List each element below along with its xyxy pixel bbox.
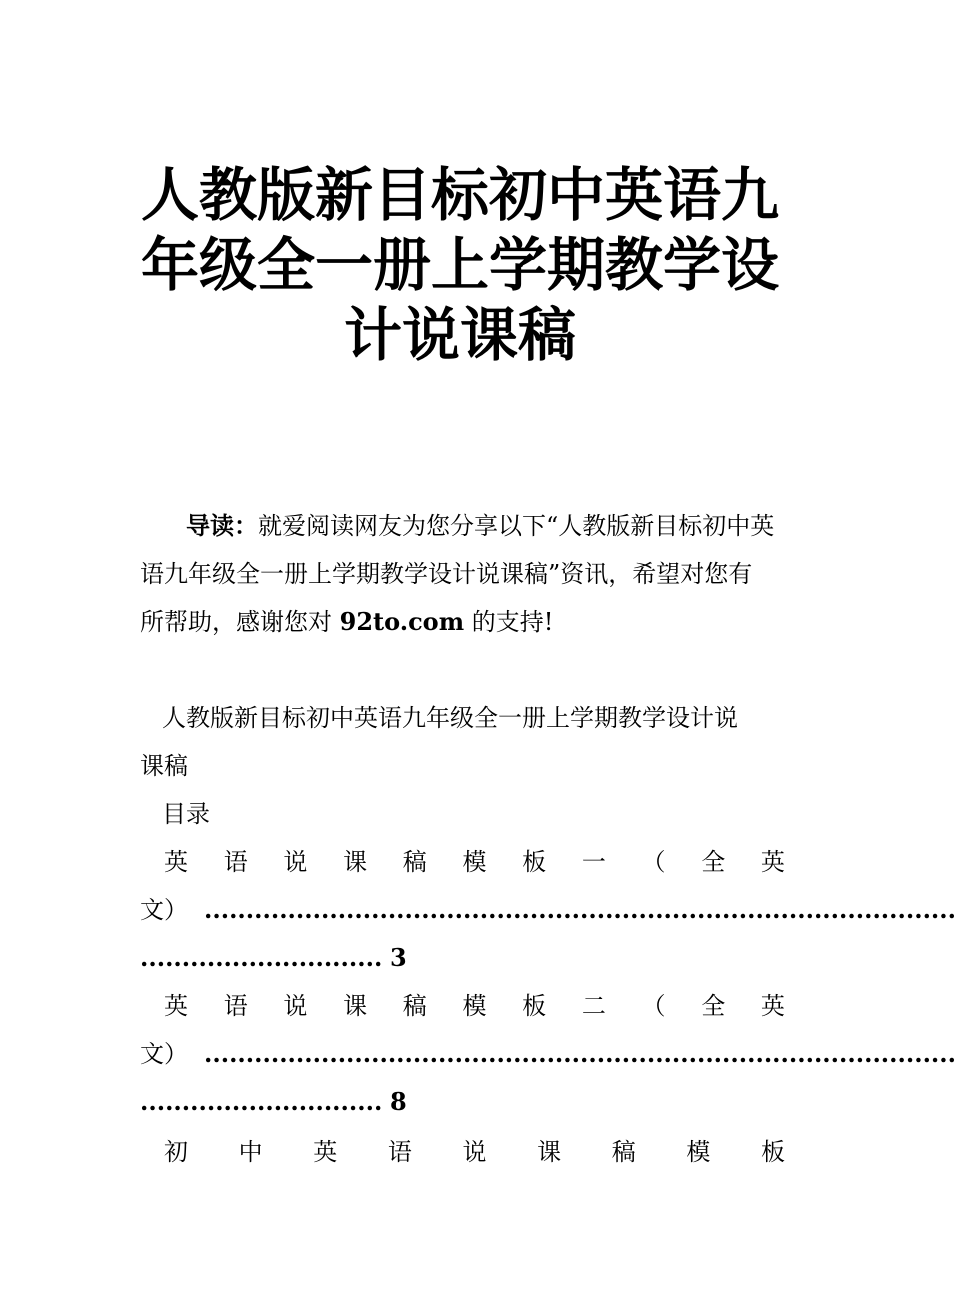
toc2-char: 稿 bbox=[402, 992, 427, 1020]
toc-label: 目录 bbox=[162, 800, 210, 828]
toc1-char: 一 bbox=[581, 848, 606, 876]
title-line-1: 人教版新目标初中英语九 bbox=[140, 161, 779, 229]
toc2-char: 板 bbox=[522, 992, 547, 1020]
toc-entry-2-title bbox=[140, 982, 785, 1030]
intro-text-1: 就爱阅读网友为您分享以下“人教版新目标初中英 bbox=[258, 512, 775, 540]
intro-line-2: 语九年级全一册上学期教学设计说课稿”资讯，希望对您有 bbox=[140, 560, 753, 588]
toc3-char: 课 bbox=[537, 1138, 562, 1166]
toc2-prefix: 文） bbox=[140, 1040, 188, 1068]
toc1-char: 英 bbox=[760, 848, 785, 876]
toc2-char: 英 bbox=[164, 992, 188, 1020]
toc2-char: （ bbox=[641, 992, 666, 1020]
toc1-prefix: 文） bbox=[140, 896, 188, 924]
toc2-char: 二 bbox=[581, 992, 606, 1020]
doc-heading-line-2: 课稿 bbox=[140, 752, 188, 780]
intro-line-1 bbox=[140, 502, 785, 550]
toc3-char: 模 bbox=[686, 1138, 711, 1166]
toc1-char: 全 bbox=[701, 848, 726, 876]
doc-heading-line-1: 人教版新目标初中英语九年级全一册上学期教学设计说 bbox=[162, 704, 738, 732]
toc-entry-2-line-3 bbox=[140, 1078, 785, 1126]
title-line-2: 年级全一册上学期教学设 bbox=[140, 231, 779, 299]
toc3-char: 稿 bbox=[611, 1138, 636, 1166]
intro-label: 导读： bbox=[186, 511, 258, 540]
toc1-char: 课 bbox=[343, 848, 368, 876]
toc-entry-3[interactable] bbox=[140, 1128, 785, 1176]
doc-heading bbox=[140, 694, 785, 790]
toc1-char: 模 bbox=[462, 848, 487, 876]
toc2-leader-dots: .......................................................................................... bbox=[204, 1039, 956, 1068]
toc2-char: 全 bbox=[701, 992, 726, 1020]
toc-label-row bbox=[140, 790, 785, 838]
toc1-page: 3 bbox=[389, 943, 407, 972]
toc2-char: 模 bbox=[462, 992, 487, 1020]
toc1-char: 板 bbox=[522, 848, 547, 876]
toc1-char: 语 bbox=[223, 848, 248, 876]
toc1-leader-dots: .......................................................................................... bbox=[204, 895, 956, 924]
toc3-char: 板 bbox=[761, 1138, 785, 1166]
toc3-char: 中 bbox=[238, 1138, 263, 1166]
toc-entry-3-title bbox=[140, 1128, 785, 1176]
toc3-char: 说 bbox=[462, 1138, 487, 1166]
site-link[interactable]: 92to.com bbox=[339, 607, 465, 636]
toc1-char: 稿 bbox=[402, 848, 427, 876]
toc3-char: 英 bbox=[313, 1138, 338, 1166]
toc2-char: 语 bbox=[223, 992, 248, 1020]
toc2-char: 说 bbox=[283, 992, 308, 1020]
toc3-char: 初 bbox=[164, 1138, 188, 1166]
intro-line-3 bbox=[140, 598, 785, 646]
title-line-3: 计说课稿 bbox=[343, 301, 576, 369]
toc-entry-1-line-2 bbox=[140, 886, 956, 934]
toc-entry-1[interactable] bbox=[140, 838, 956, 982]
toc-entry-2[interactable] bbox=[140, 982, 956, 1126]
toc-entry-1-title bbox=[140, 838, 785, 886]
intro-text-3a: 所帮助，感谢您对 bbox=[140, 608, 340, 636]
toc-entry-2-line-2 bbox=[140, 1030, 956, 1078]
toc1-char: 说 bbox=[283, 848, 308, 876]
toc1-leader-dots-2: ............................. bbox=[140, 943, 383, 972]
toc2-page: 8 bbox=[389, 1087, 407, 1116]
toc2-char: 英 bbox=[760, 992, 785, 1020]
toc3-char: 语 bbox=[387, 1138, 412, 1166]
toc2-char: 课 bbox=[343, 992, 368, 1020]
document-title bbox=[140, 160, 780, 370]
intro-text-3b: 的支持! bbox=[464, 608, 554, 636]
toc2-leader-dots-2: ............................. bbox=[140, 1087, 383, 1116]
toc1-char: 英 bbox=[164, 848, 188, 876]
toc1-char: （ bbox=[641, 848, 666, 876]
toc-entry-1-line-3 bbox=[140, 934, 785, 982]
intro-paragraph bbox=[140, 502, 785, 646]
